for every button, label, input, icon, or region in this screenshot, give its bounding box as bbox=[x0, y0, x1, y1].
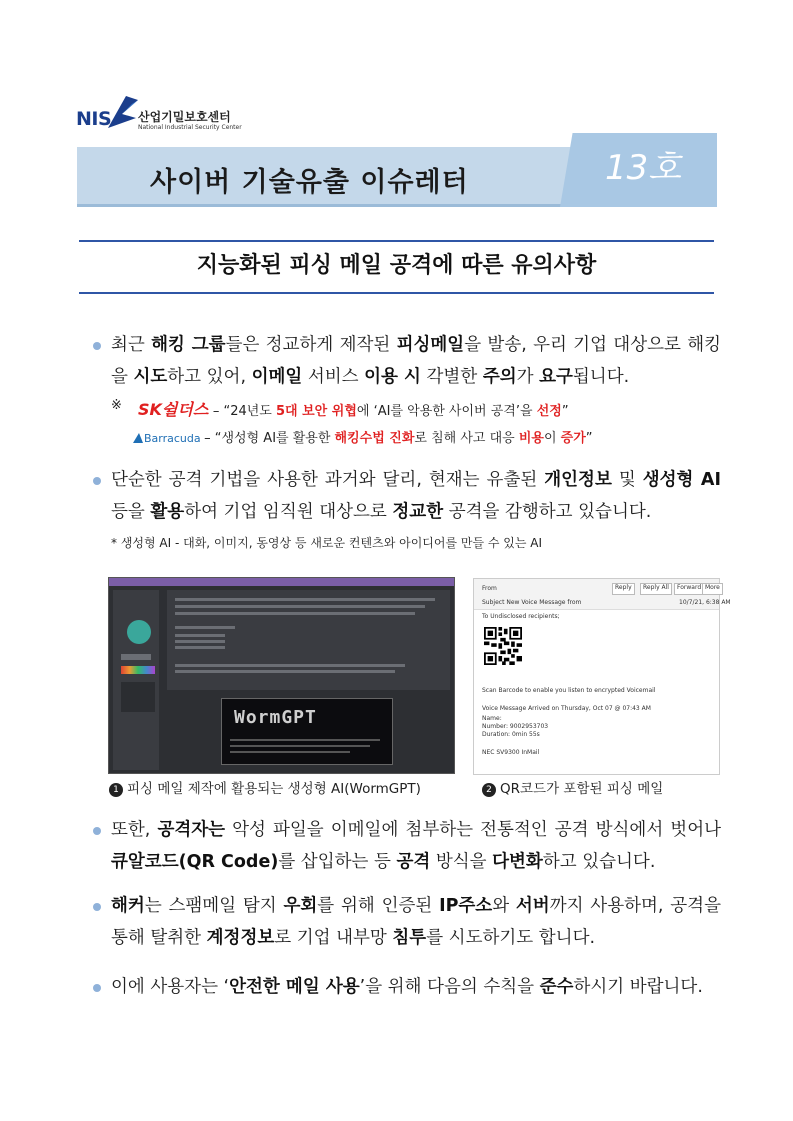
paragraph-3: 또한, 공격자는 악성 파일을 이메일에 첨부하는 전통적인 공격 방식에서 벗어나 큐알코드(QR Code)를 삽입하는 등 공격 방식을 다변화하고 있습니다. bbox=[111, 820, 722, 872]
email-scan-text: Scan Barcode to enable you listen to encrypted Voicemail bbox=[482, 687, 656, 694]
figure-caption-1: 1 피싱 메일 제작에 활용되는 생성형 AI(WormGPT) bbox=[109, 777, 421, 797]
bullet-icon bbox=[93, 477, 101, 485]
paragraph-1: 최근 해킹 그룹들은 정교하게 제작된 피싱메일을 발송, 우리 기업 대상으로 해킹을 시도하고 있어, 이메일 서비스 이용 시 각별한 주의가 요구됩니다. bbox=[111, 335, 722, 387]
caption-number-1: 1 bbox=[109, 783, 123, 797]
nis-logo bbox=[76, 94, 246, 140]
email-subject: Subject New Voice Message from bbox=[482, 599, 582, 606]
screenshot-sidebar bbox=[113, 590, 159, 770]
barracuda-logo: Barracuda bbox=[132, 432, 204, 445]
forward-button[interactable]: Forward bbox=[674, 583, 704, 595]
sk-logo: SK쉴더스 bbox=[138, 400, 209, 419]
email-header-bar: From Reply Reply All Forward More Subject New Voice Message from 10/7/21, 6:38 AM bbox=[474, 579, 719, 610]
qr-code-icon bbox=[484, 627, 522, 665]
screenshot-topbar bbox=[109, 578, 454, 586]
barracuda-fin-icon bbox=[132, 432, 144, 444]
bullet-icon bbox=[93, 342, 101, 350]
email-number: Number: 9002953703 bbox=[482, 723, 549, 730]
issue-number: 13호 bbox=[605, 148, 682, 188]
avatar bbox=[127, 620, 151, 644]
org-name-kr: 산업기밀보호센터 bbox=[138, 110, 231, 124]
org-name-en: National Industrial Security Center bbox=[138, 124, 242, 131]
paragraph-5: 이에 사용자는 ‘안전한 메일 사용’을 위해 다음의 수칙을 준수하시기 바랍니다. bbox=[111, 977, 703, 997]
newsletter-title: 사이버 기술유출 이슈레터 bbox=[150, 167, 469, 198]
note-sk: SK쉴더스 – “24년도 5대 보안 위협에 ‘AI를 악용한 사이버 공격’을 선정” bbox=[138, 400, 569, 419]
phishing-email-screenshot bbox=[473, 578, 731, 775]
email-name: Name: bbox=[482, 715, 502, 722]
email-nec: NEC SV9300 InMail bbox=[482, 749, 540, 756]
wormgpt-banner: WormGPT bbox=[234, 707, 317, 728]
footnote: * 생성형 AI - 대화, 이미지, 동영상 등 새로운 컨텐츠와 아이디어를 만들 수 있는 AI bbox=[111, 536, 543, 550]
logo-nis-text: NIS bbox=[76, 108, 112, 130]
bullet-icon bbox=[93, 827, 101, 835]
screenshot-terminal bbox=[221, 698, 393, 765]
bullet-icon bbox=[93, 903, 101, 911]
note-mark: ※ bbox=[111, 398, 122, 413]
heading-rule-bottom bbox=[79, 292, 714, 294]
reply-button[interactable]: Reply bbox=[612, 583, 635, 595]
email-date: 10/7/21, 6:38 AM bbox=[679, 599, 731, 606]
email-arrived: Voice Message Arrived on Thursday, Oct 07 @ 07:43 AM bbox=[482, 705, 651, 712]
wormgpt-screenshot bbox=[108, 577, 455, 774]
email-duration: Duration: 0min 55s bbox=[482, 731, 540, 738]
bullet-icon bbox=[93, 984, 101, 992]
paragraph-4: 해커는 스팸메일 탐지 우회를 위해 인증된 IP주소와 서버까지 사용하며, 공격을 통해 탈취한 계정정보로 기업 내부망 침투를 시도하기도 합니다. bbox=[111, 896, 721, 948]
heading-rule-top bbox=[79, 240, 714, 242]
screenshot-post bbox=[167, 590, 450, 690]
note-barracuda: Barracuda – “생성형 AI를 활용한 해킹수법 진화로 침해 사고 대응 비용이 증가” bbox=[132, 427, 593, 446]
reply-all-button[interactable]: Reply All bbox=[640, 583, 672, 595]
figure-caption-2: 2 QR코드가 포함된 피싱 메일 bbox=[482, 777, 663, 797]
caption-number-2: 2 bbox=[482, 783, 496, 797]
paragraph-2: 단순한 공격 기법을 사용한 과거와 달리, 현재는 유출된 개인정보 및 생성형 AI 등을 활용하여 기업 임직원 대상으로 정교한 공격을 감행하고 있습니다. bbox=[111, 470, 721, 522]
section-heading: 지능화된 피싱 메일 공격에 따른 유의사항 bbox=[196, 253, 597, 278]
email-to: To Undisclosed recipients; bbox=[482, 613, 560, 620]
more-button[interactable]: More bbox=[702, 583, 723, 595]
